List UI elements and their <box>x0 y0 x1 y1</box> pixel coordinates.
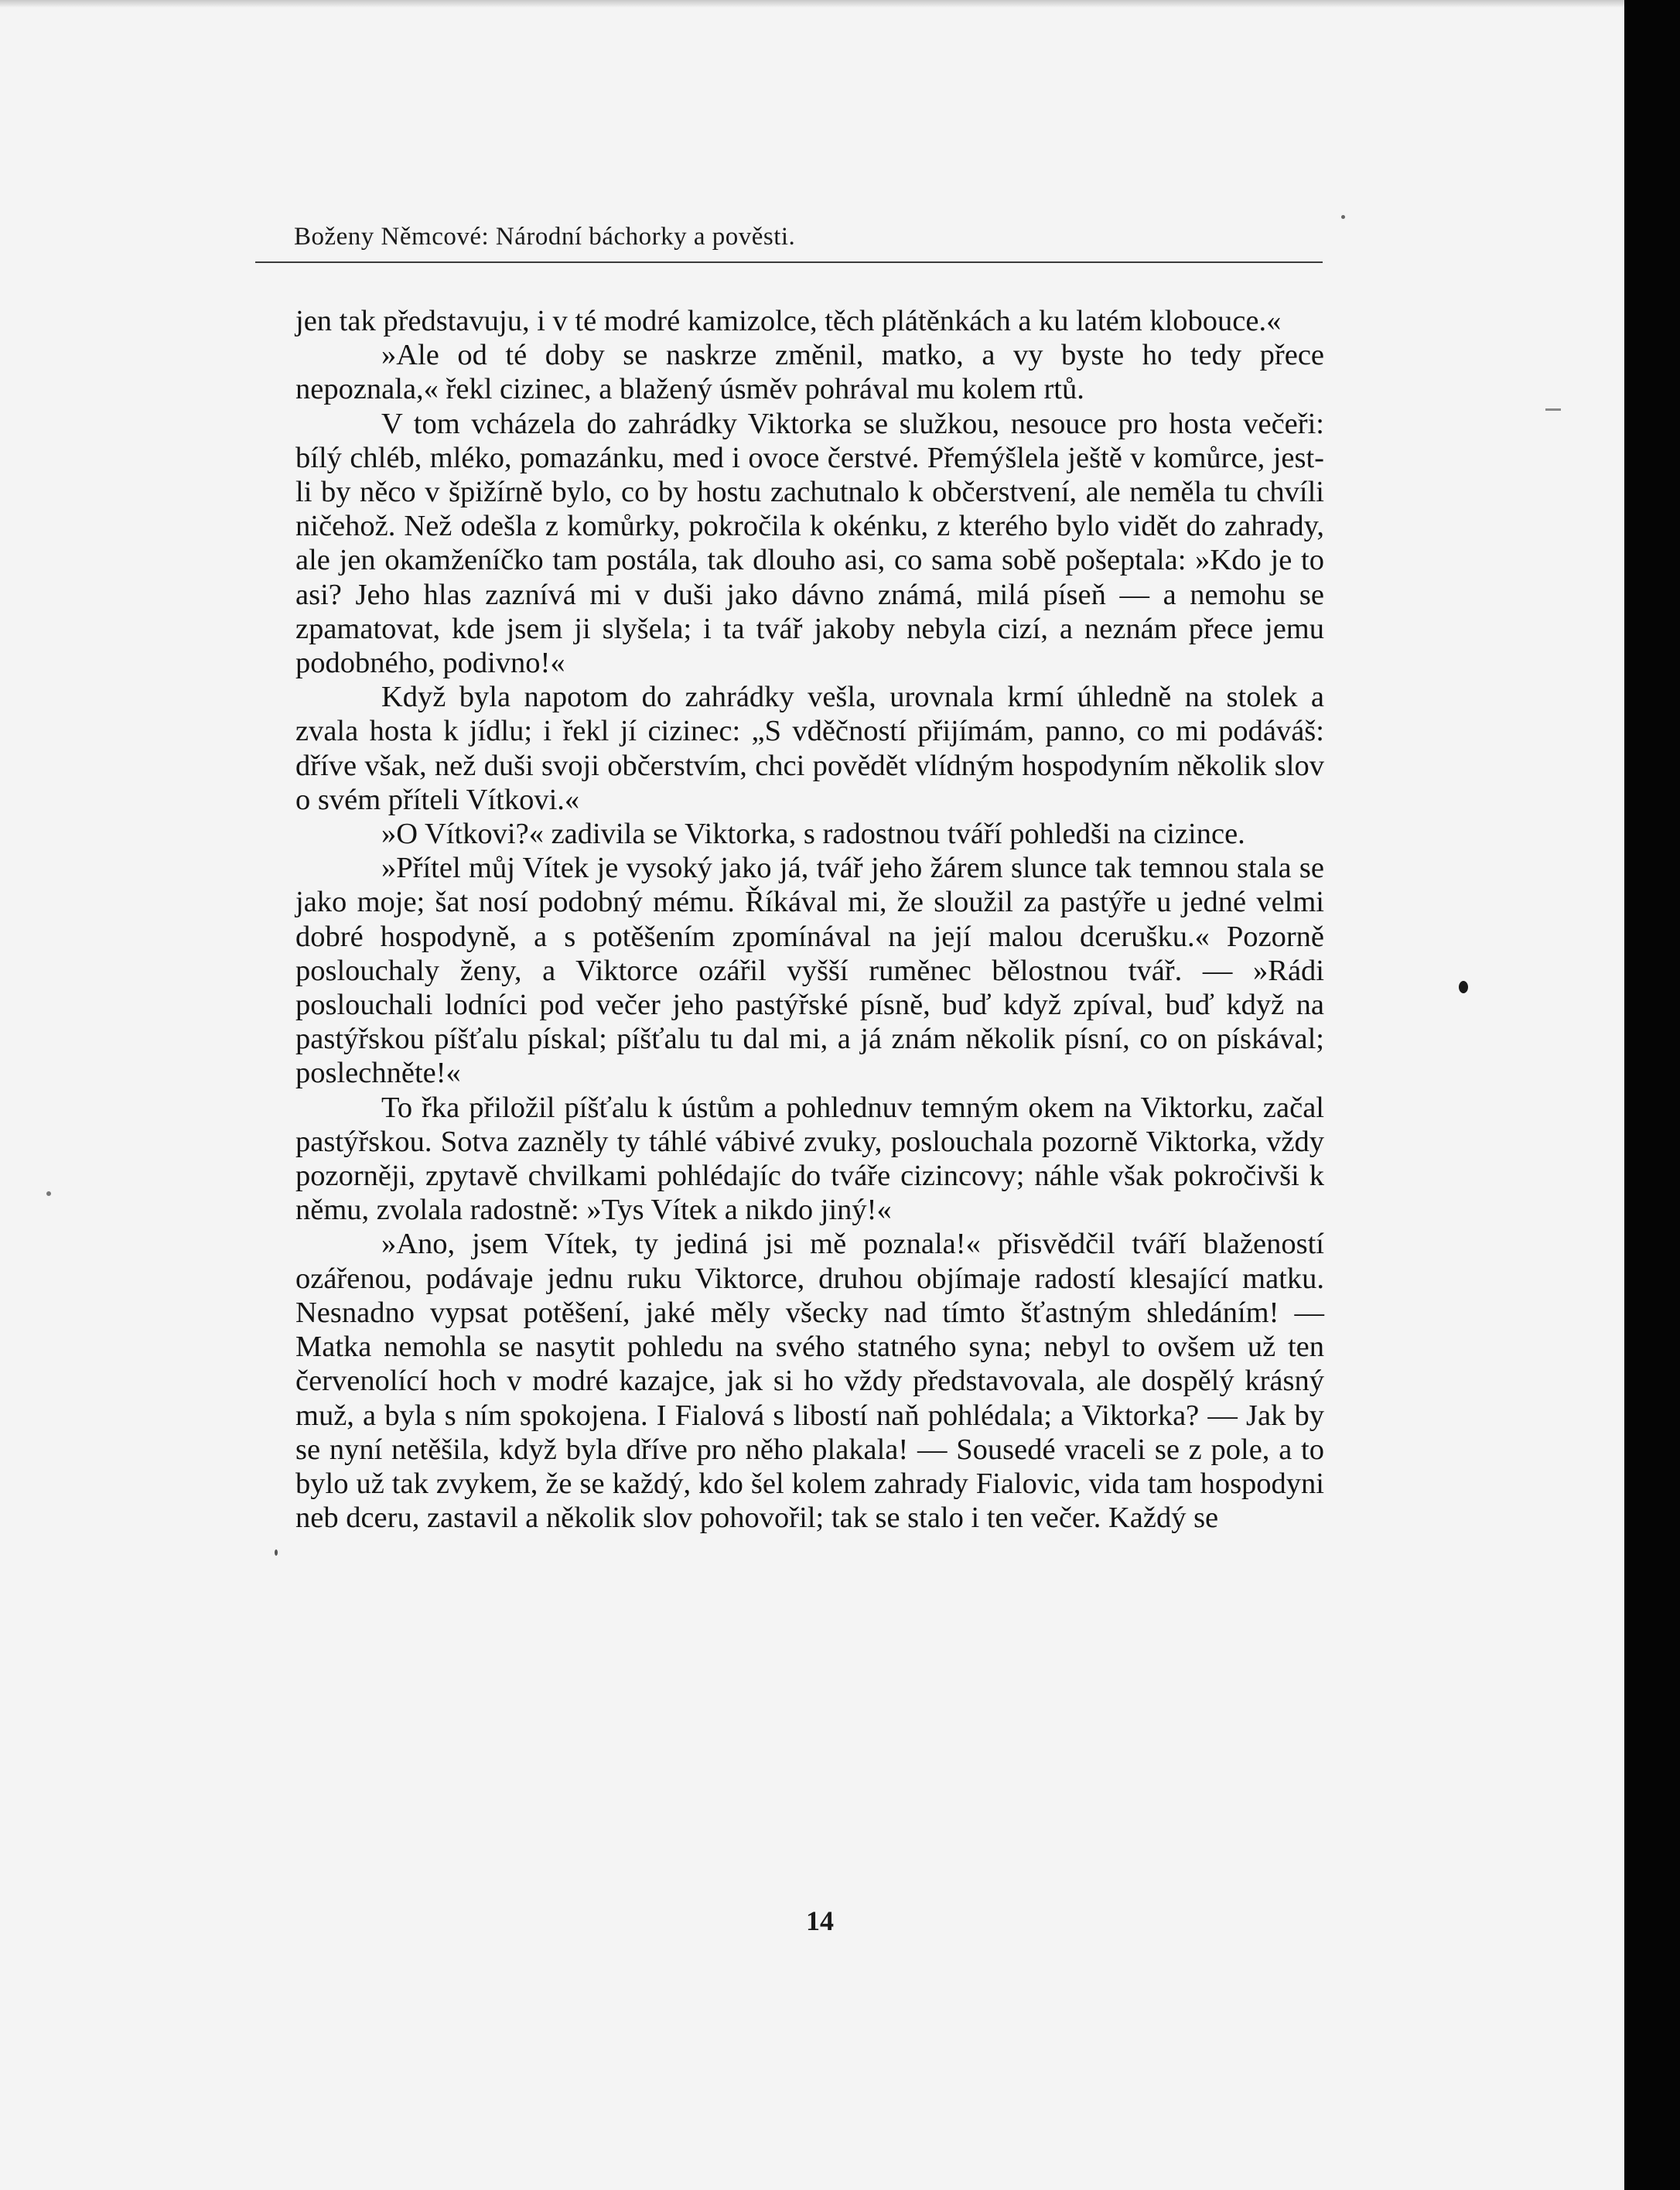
ink-spot <box>1459 981 1468 993</box>
paragraph-6: »Přítel můj Vítek je vysoký jako já, tvář jeho žárem slunce tak temnou stala se jako moje; šat nosí podobný mému. Říkával mi, že sloužil za pastýře u jedné velmi dobré hospodyně, a s potěšením zpomínával na její malou dcerušku.« Pozorně poslouchaly ženy, a Viktorce ozářil vyšší ruměnec bělostnou tvář. — »Rádi poslouchali lodníci pod večer jeho pastýřské písně, buď když zpíval, buď když na pastýřskou píšťalu pískal; píšťalu tu dal mi, a já znám několik písní, co on pískával; poslechněte!« <box>295 852 1324 1090</box>
paragraph-5: »O Vítkovi?« zadivila se Viktorka, s radostnou tváří pohledši na cizince. <box>381 818 1245 851</box>
ink-speck <box>1341 215 1345 219</box>
margin-mark <box>1545 408 1561 411</box>
running-title: Boženy Němcové: Národní báchorky a pověsti. <box>294 223 796 251</box>
scan-border <box>1624 0 1680 2190</box>
paragraph-4: Když byla napotom do zahrádky vešla, urovnala krmí úhledně na stolek a zvala hosta k jídlu; i řekl jí cizinec: „S vděčností přijímám, panno, co mi podáváš: dříve však, než duši svoji občerstvím, chci povědět vlídným hospodyním několik slov o svém příteli Vítkovi.« <box>295 681 1324 816</box>
paragraph-8: »Ano, jsem Vítek, ty jediná jsi mě poznala!« přisvědčil tváří blažeností ozářenou, podávaje jednu ruku Viktorce, druhou objímaje radostí klesající matku. Nesnadno vypsat potěšení, jaké měly všecky nad tímto šťastným shledáním! — Matka nemohla se nasytit pohledu na svého statného syna; nebyl to ovšem už ten červenolící hoch v modré kazajce, jak si ho vždy představovala, ale dospělý krásný muž, a byla s ním spokojena. I Fialová s libostí naň pohlédala; a Viktorka? — Jak by se nyní netěšila, když byla dříve pro něho plakala! — Sousedé vraceli se z pole, a to bylo už tak zvykem, že se každý, kdo šel kolem zahrady Fialovic, vida tam hospodyni neb dceru, zastavil a několik slov pohovořil; tak se stalo i ten večer. Každý se <box>295 1228 1324 1535</box>
paragraph-1: jen tak představuju, i v té modré kamizolce, těch plátěnkách a ku latém klobouce.« <box>295 305 1282 337</box>
paragraph-3: V tom vcházela do zahrádky Viktorka se služkou, nesouce pro hosta večeři: bílý chléb, mléko, pomazánku, med i ovoce čerstvé. Přemýšlela ještě v komůrce, jest-li by něco v špižírně bylo, co by hostu zachutnalo k občerstvení, ale neměla tu chvíli ničehož. Než odešla z komůrky, pokročila k okénku, z kterého bylo vidět do zahrady, ale jen okamženíčko tam postála, tak dlouho asi, co sama sobě pošeptala: »Kdo je to asi? Jeho hlas zaznívá mi v duši jako dávno známá, milá píseň — a nemohu se zpamatovat, kde jsem ji slyšela; i ta tvář jakoby nebyla cizí, a neznám přece jemu podobného, podivno!« <box>295 407 1324 680</box>
paragraph-2: »Ale od té doby se naskrze změnil, matko, a vy byste ho tedy přece nepoznala,« řekl cizinec, a blažený úsměv pohrával mu kolem rtů. <box>295 339 1324 406</box>
body-text <box>295 304 1324 1535</box>
ink-speck <box>275 1549 278 1556</box>
page-top-edge <box>0 0 1624 8</box>
page-number: 14 <box>806 1905 834 1936</box>
ink-speck <box>46 1191 51 1196</box>
paragraph-7: To řka přiložil píšťalu k ústům a pohlednuv temným okem na Viktorku, začal pastýřskou. Sotva zazněly ty táhlé vábivé zvuky, poslouchala pozorně Viktorka, vždy pozorněji, zpytavě chvilkami pohlédajíc do tváře cizincovy; náhle však pokročivši k němu, zvolala radostně: »Tys Vítek a nikdo jiný!« <box>295 1091 1324 1227</box>
header-rule <box>255 261 1323 263</box>
